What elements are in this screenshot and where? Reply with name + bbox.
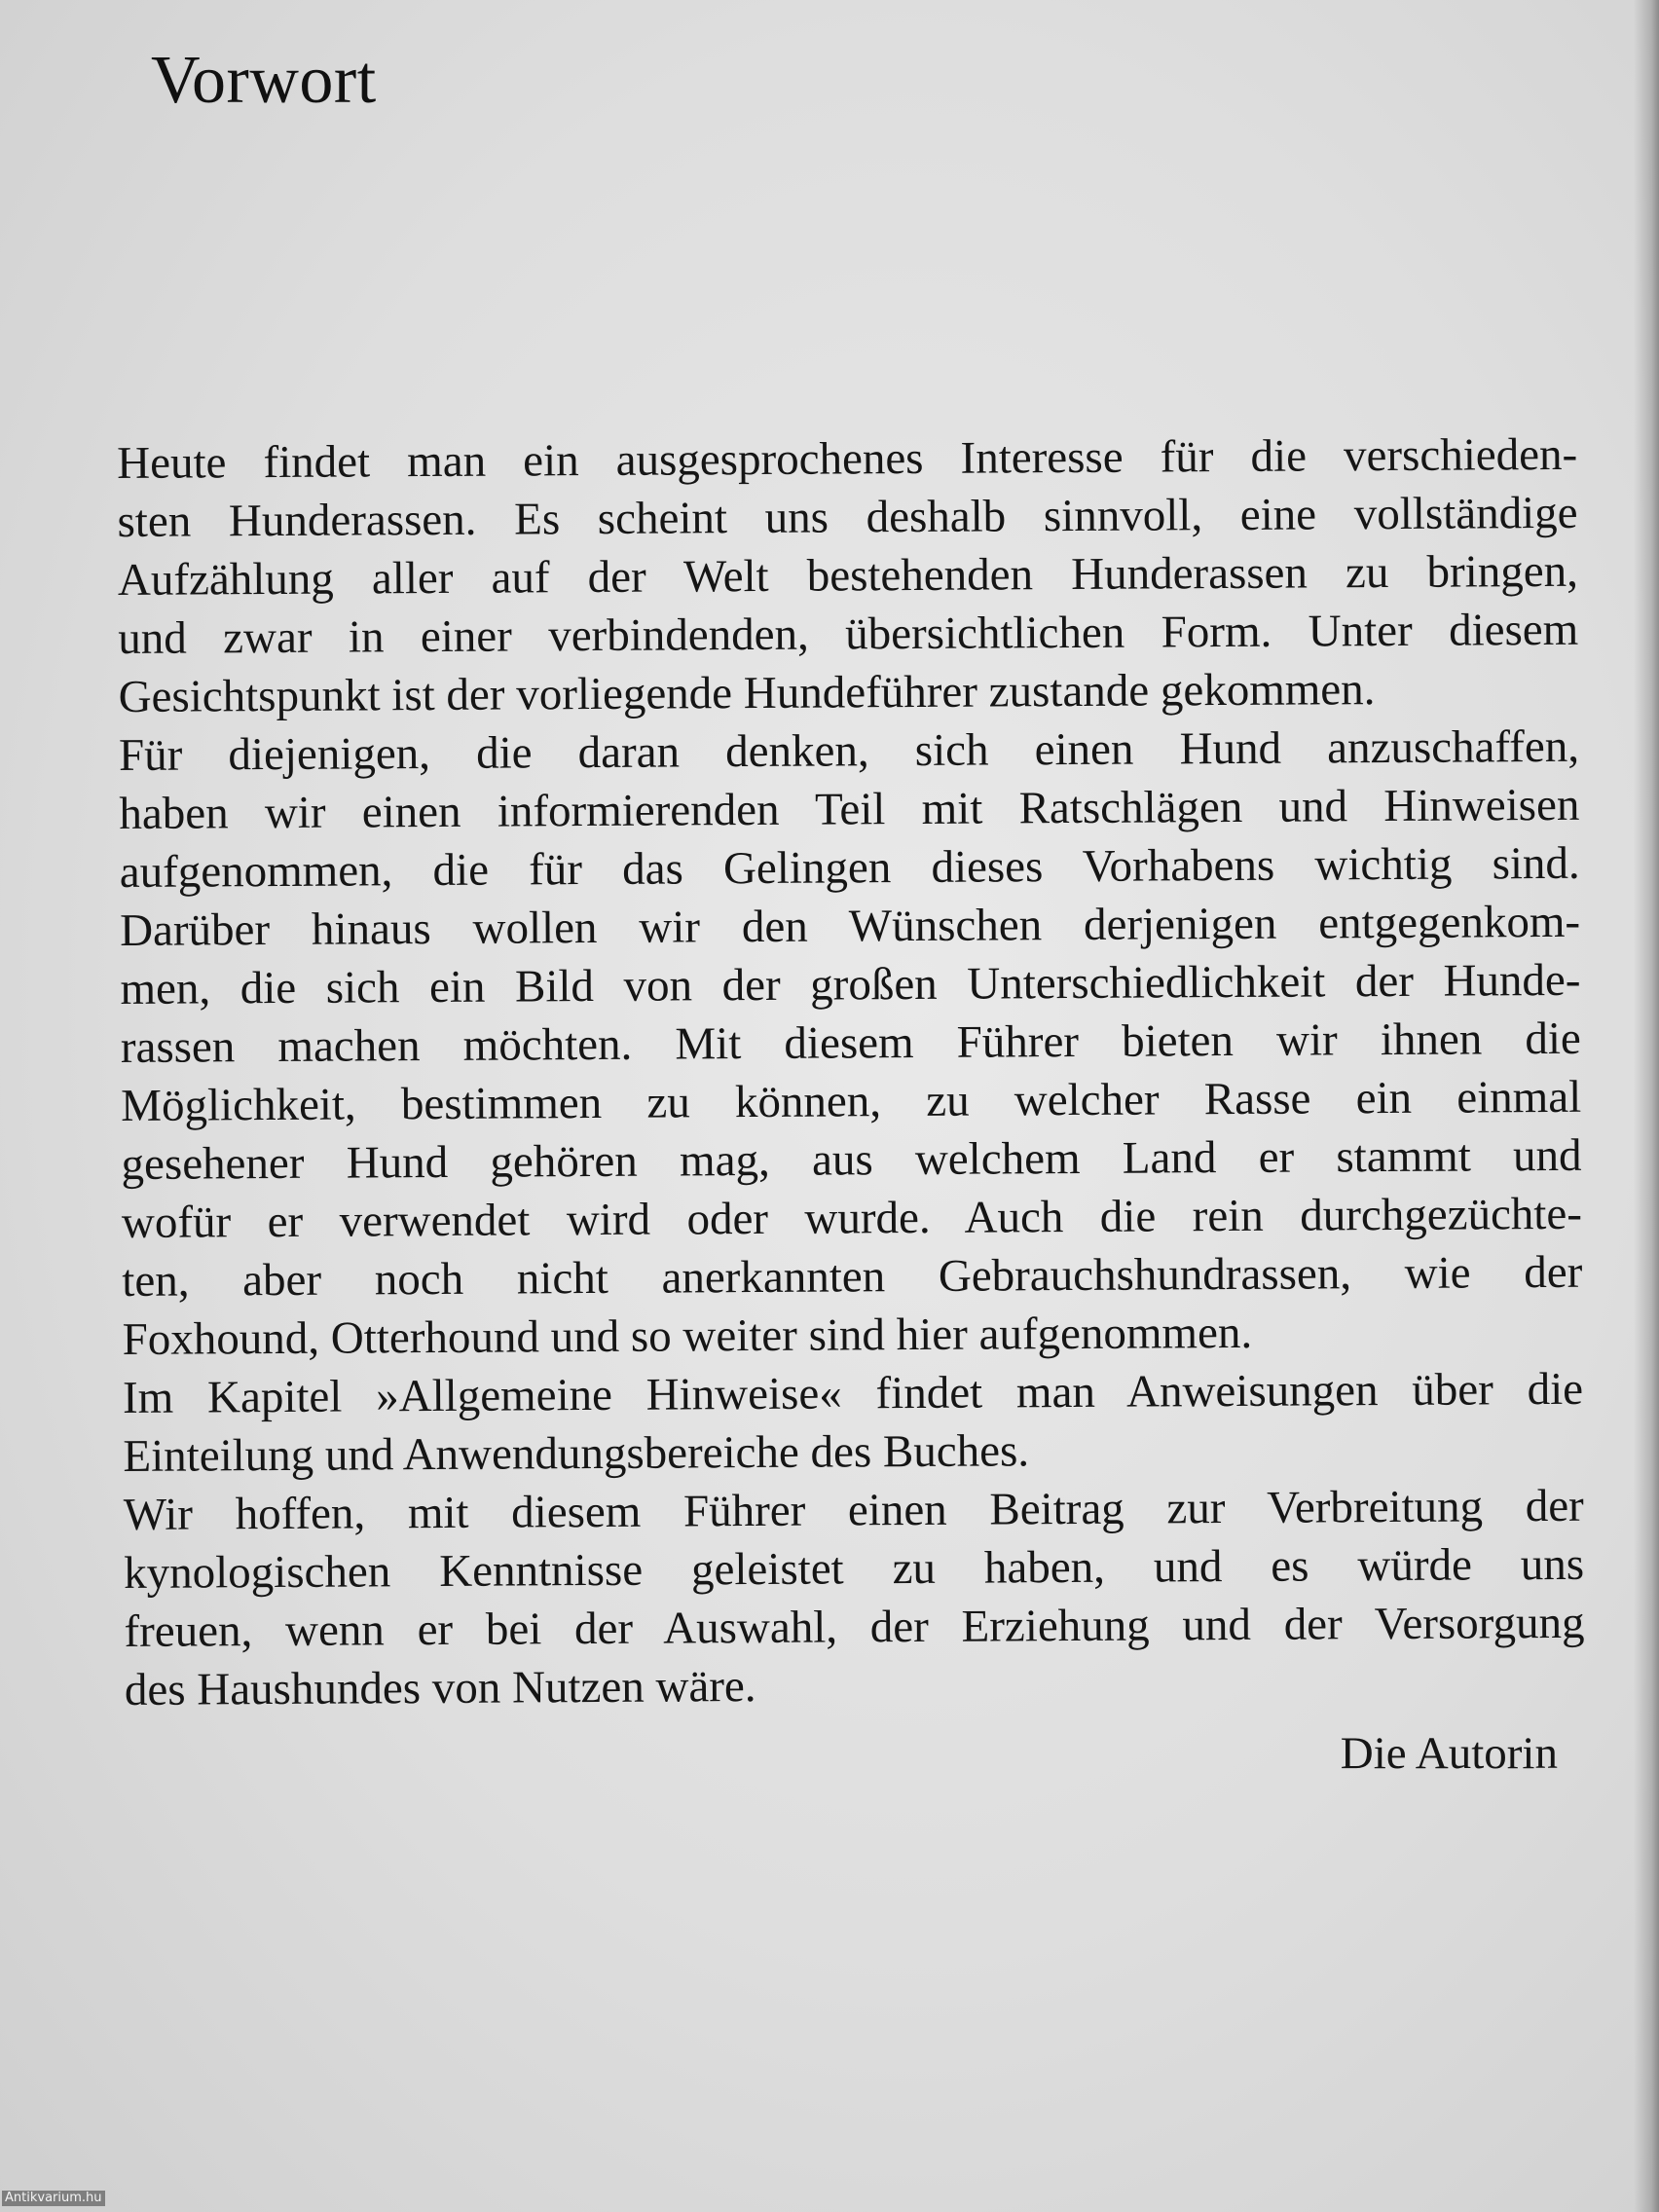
text-line: des Haushundes von Nutzen wäre. xyxy=(124,1661,756,1715)
text-line: rassen machen möchten. Mit diesem Führer bieten wir ihnen die xyxy=(120,1013,1581,1073)
text-line: aufgenommen, die für das Gelingen dieses Vorhabens wichtig sind. xyxy=(119,837,1580,898)
text-line: gesehener Hund gehören mag, aus welchem Land er stammt und xyxy=(121,1129,1582,1190)
text-line: kynologischen Kenntnisse geleistet zu haben, und es würde uns xyxy=(123,1538,1585,1599)
text-line: Einteilung und Anwendungsbereiche des Buches. xyxy=(123,1425,1030,1482)
text-line: wofür er verwendet wird oder wurde. Auch die rein durchgezüchte- xyxy=(121,1188,1583,1248)
foreword-body xyxy=(117,425,1585,1719)
text-line: Heute findet man ein ausgesprochenes Interesse für die verschieden- xyxy=(117,428,1578,489)
text-line: Gesichtspunkt ist der vorliegende Hundeführer zustande gekommen. xyxy=(118,664,1376,722)
text-line: Möglichkeit, bestimmen zu können, zu welcher Rasse ein einmal xyxy=(121,1071,1582,1131)
text-line: Foxhound, Otterhound und so weiter sind hier aufgenommen. xyxy=(122,1307,1253,1365)
watermark: Antikvarium.hu xyxy=(2,2191,105,2206)
text-line: haben wir einen informierenden Teil mit Ratschlägen und Hinweisen xyxy=(119,779,1580,839)
text-line: und zwar in einer verbindenden, übersichtlichen Form. Unter diesem xyxy=(118,604,1579,664)
text-line: ten, aber noch nicht anerkannten Gebrauchshundrassen, wie der xyxy=(122,1246,1583,1307)
text-line: Für diejenigen, die daran denken, sich einen Hund anzuschaffen, xyxy=(118,720,1580,781)
text-line: freuen, wenn er bei der Auswahl, der Erziehung und der Versorgung xyxy=(124,1597,1585,1657)
text-line: Wir hoffen, mit diesem Führer einen Beitrag zur Verbreitung der xyxy=(123,1480,1584,1540)
text-line: Im Kapitel »Allgemeine Hinweise« findet man Anweisungen über die xyxy=(122,1363,1584,1423)
page-edge-shadow xyxy=(1634,0,1659,2212)
text-line: Aufzählung aller auf der Welt bestehenden Hunderassen zu bringen, xyxy=(117,545,1579,606)
page-title: Vorwort xyxy=(151,43,377,118)
text-line: Darüber hinaus wollen wir den Wünschen derjenigen entgegenkom- xyxy=(119,896,1581,956)
text-line: men, die sich ein Bild von der großen Unterschiedlichkeit der Hunde- xyxy=(120,954,1581,1014)
text-line: sten Hunderassen. Es scheint uns deshalb sinnvoll, eine vollständige xyxy=(117,487,1578,547)
signature: Die Autorin xyxy=(1340,1728,1558,1779)
